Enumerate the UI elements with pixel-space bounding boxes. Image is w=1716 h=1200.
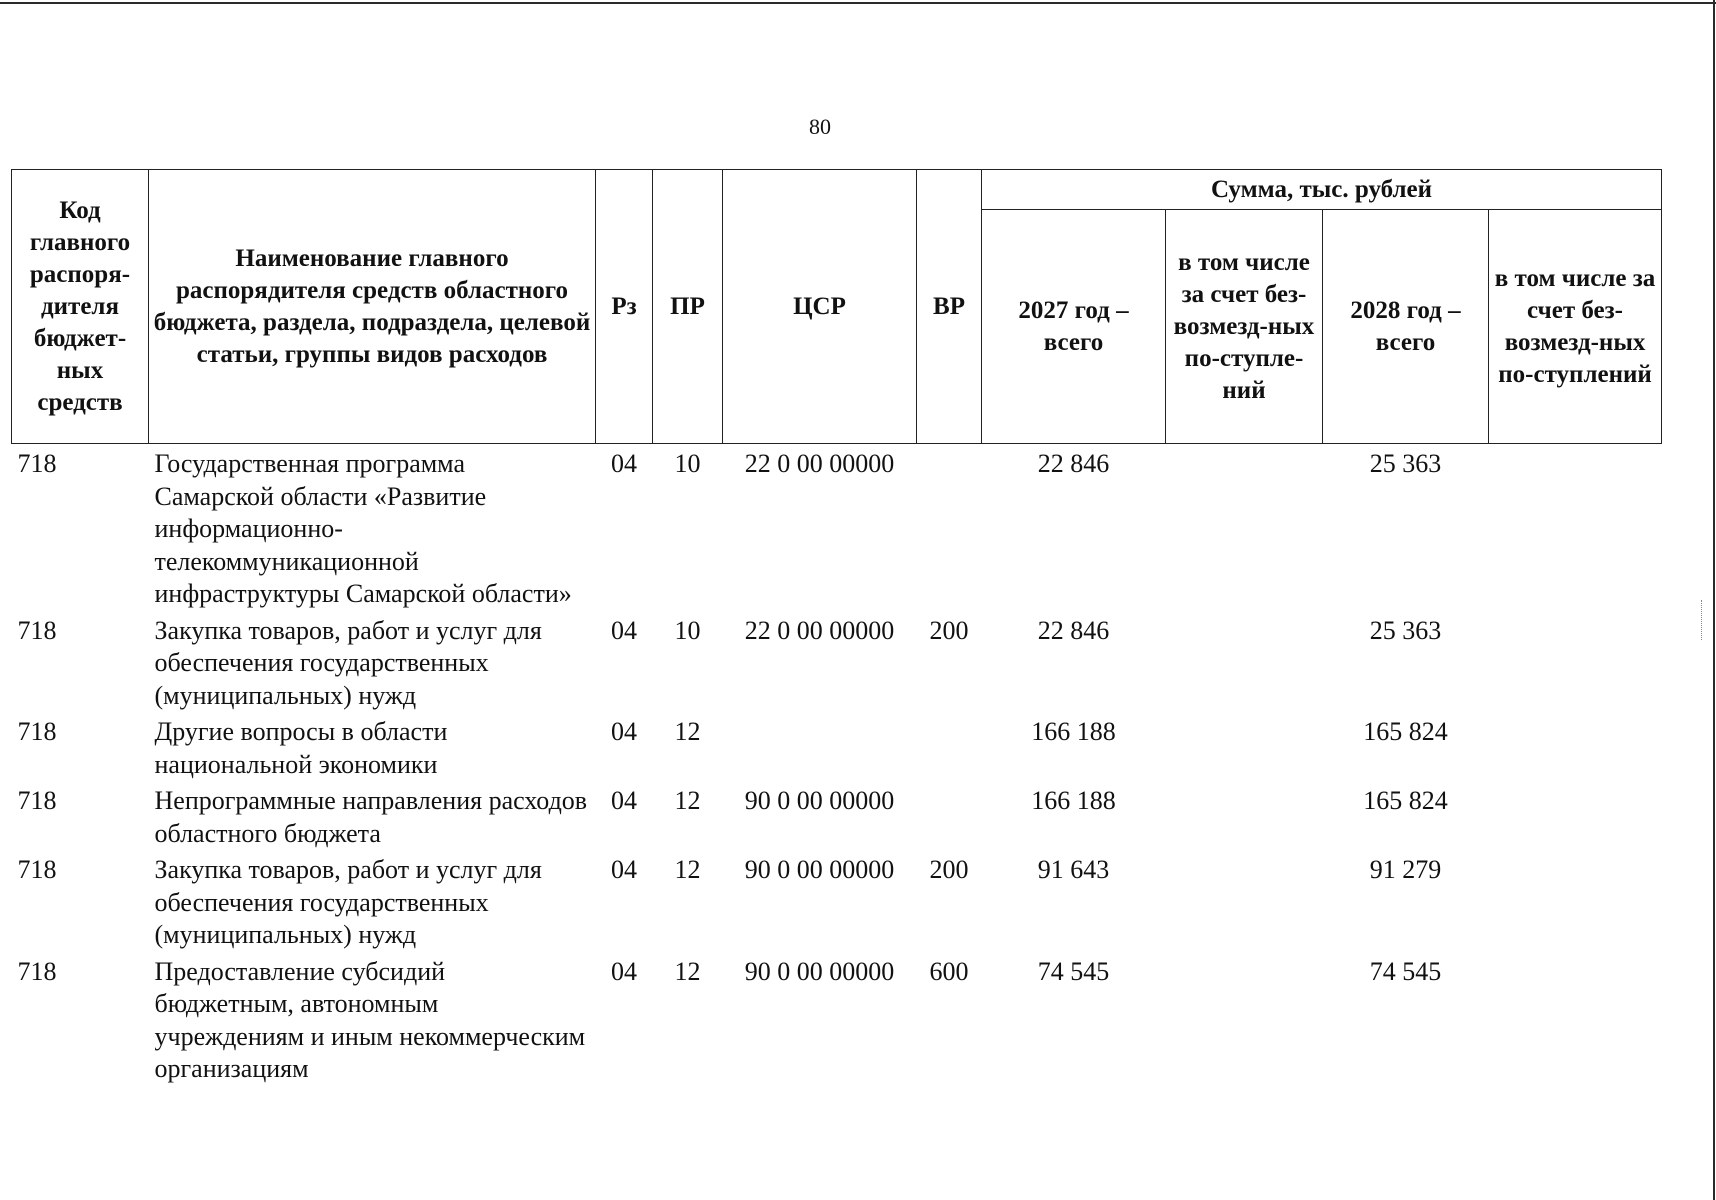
cell-2027-grants: [1166, 611, 1323, 713]
cell-2027-total: 166 188: [1031, 717, 1116, 746]
table-row: [12, 712, 1662, 781]
cell-vr: 200: [929, 855, 969, 884]
cell-vr: 200: [929, 615, 969, 645]
cell-csr: 90 0 00 00000: [744, 855, 895, 884]
header-sum-group: Сумма, тыс. рублей: [982, 170, 1662, 210]
budget-table: [11, 169, 1662, 1086]
cell-rz: 04: [611, 615, 637, 645]
header-rz: Рз: [596, 170, 653, 444]
header-2028-total: 2028 год – всего: [1323, 210, 1489, 444]
header-2028-grants: в том числе за счет без-возмезд-ных по-ступлений: [1489, 210, 1662, 444]
header-name: Наименование главного распорядителя средств областного бюджета, раздела, подраздела, целевой статьи, группы видов расходов: [149, 170, 596, 444]
cell-rz: 04: [611, 717, 637, 746]
cell-2027-grants: [1166, 952, 1323, 1086]
cell-2027-grants: [1166, 444, 1323, 611]
cell-2028-grants: [1489, 712, 1662, 781]
cell-name: Непрограммные направления расходов областного бюджета: [154, 786, 588, 848]
cell-2028-total: 25 363: [1369, 615, 1442, 645]
cell-code: 718: [17, 855, 57, 884]
cell-2028-grants: [1489, 952, 1662, 1086]
cell-csr: [723, 712, 917, 781]
cell-code: 718: [17, 956, 57, 986]
cell-2027-total: 74 545: [1037, 956, 1110, 986]
cell-vr: [917, 444, 982, 611]
cell-2027-total: 166 188: [1031, 786, 1116, 815]
cell-csr: 90 0 00 00000: [744, 786, 895, 815]
cell-pr: 12: [674, 786, 701, 815]
header-csr: ЦСР: [723, 170, 917, 444]
cell-2028-grants: [1489, 781, 1662, 850]
cell-rz: 04: [611, 786, 637, 815]
cell-code: 718: [17, 786, 57, 815]
cell-2028-grants: [1489, 611, 1662, 713]
cell-rz: 04: [611, 956, 637, 986]
header-pr: ПР: [653, 170, 723, 444]
table-row: [12, 850, 1662, 952]
cell-code: 718: [17, 717, 57, 746]
cell-2027-grants: [1166, 850, 1323, 952]
cell-vr: [917, 712, 982, 781]
cell-code: 718: [17, 615, 57, 645]
table-row: [12, 611, 1662, 713]
cell-pr: 10: [674, 449, 701, 478]
table-body: [12, 444, 1662, 1086]
header-code: Код главного распоря-дителя бюджет-ных средств: [12, 170, 149, 444]
cell-csr: 90 0 00 00000: [744, 956, 895, 986]
cell-2027-grants: [1166, 781, 1323, 850]
header-vr: ВР: [917, 170, 982, 444]
header-2027-total: 2027 год – всего: [982, 210, 1166, 444]
cell-2027-total: 22 846: [1037, 615, 1110, 645]
cell-code: 718: [17, 449, 57, 478]
cell-pr: 12: [674, 717, 701, 746]
cell-2027-grants: [1166, 712, 1323, 781]
cell-2028-total: 25 363: [1369, 449, 1442, 478]
cell-name: Государственная программа Самарской области «Развитие информационно-телекоммуникационной инфраструктуры Самарской области»: [154, 449, 572, 608]
cell-2028-total: 74 545: [1369, 956, 1442, 986]
scan-right-border: [1713, 0, 1715, 1200]
header-2027-grants: в том числе за счет без-возмезд-ных по-ступле-ний: [1166, 210, 1323, 444]
cell-2028-total: 165 824: [1363, 717, 1448, 746]
cell-name: Другие вопросы в области национальной экономики: [154, 717, 448, 779]
cell-csr: 22 0 00 00000: [744, 615, 895, 645]
cell-name: Предоставление субсидий бюджетным, автономным учреждениям и иным некоммерческим организациям: [154, 956, 586, 1083]
table-row: [12, 444, 1662, 611]
scan-top-border: [0, 2, 1716, 4]
cell-2027-total: 91 643: [1037, 855, 1110, 884]
cell-csr: 22 0 00 00000: [744, 449, 895, 478]
cell-vr: 600: [929, 956, 969, 986]
cell-2028-grants: [1489, 850, 1662, 952]
cell-pr: 12: [674, 855, 701, 884]
cell-2028-grants: [1489, 444, 1662, 611]
page-number: 80: [809, 114, 831, 139]
cell-2028-total: 165 824: [1363, 786, 1448, 815]
cell-pr: 10: [674, 615, 701, 645]
cell-name: Закупка товаров, работ и услуг для обеспечения государственных (муниципальных) нужд: [154, 615, 542, 710]
table-row: [12, 781, 1662, 850]
cell-rz: 04: [611, 855, 637, 884]
cell-name: Закупка товаров, работ и услуг для обеспечения государственных (муниципальных) нужд: [154, 855, 542, 949]
cell-2027-total: 22 846: [1037, 449, 1110, 478]
cell-vr: [917, 781, 982, 850]
cell-rz: 04: [611, 449, 637, 478]
cell-2028-total: 91 279: [1369, 855, 1442, 884]
scan-artifact: [1701, 600, 1708, 640]
cell-pr: 12: [674, 956, 701, 986]
table-header: [12, 170, 1662, 444]
table-row: [12, 952, 1662, 1086]
